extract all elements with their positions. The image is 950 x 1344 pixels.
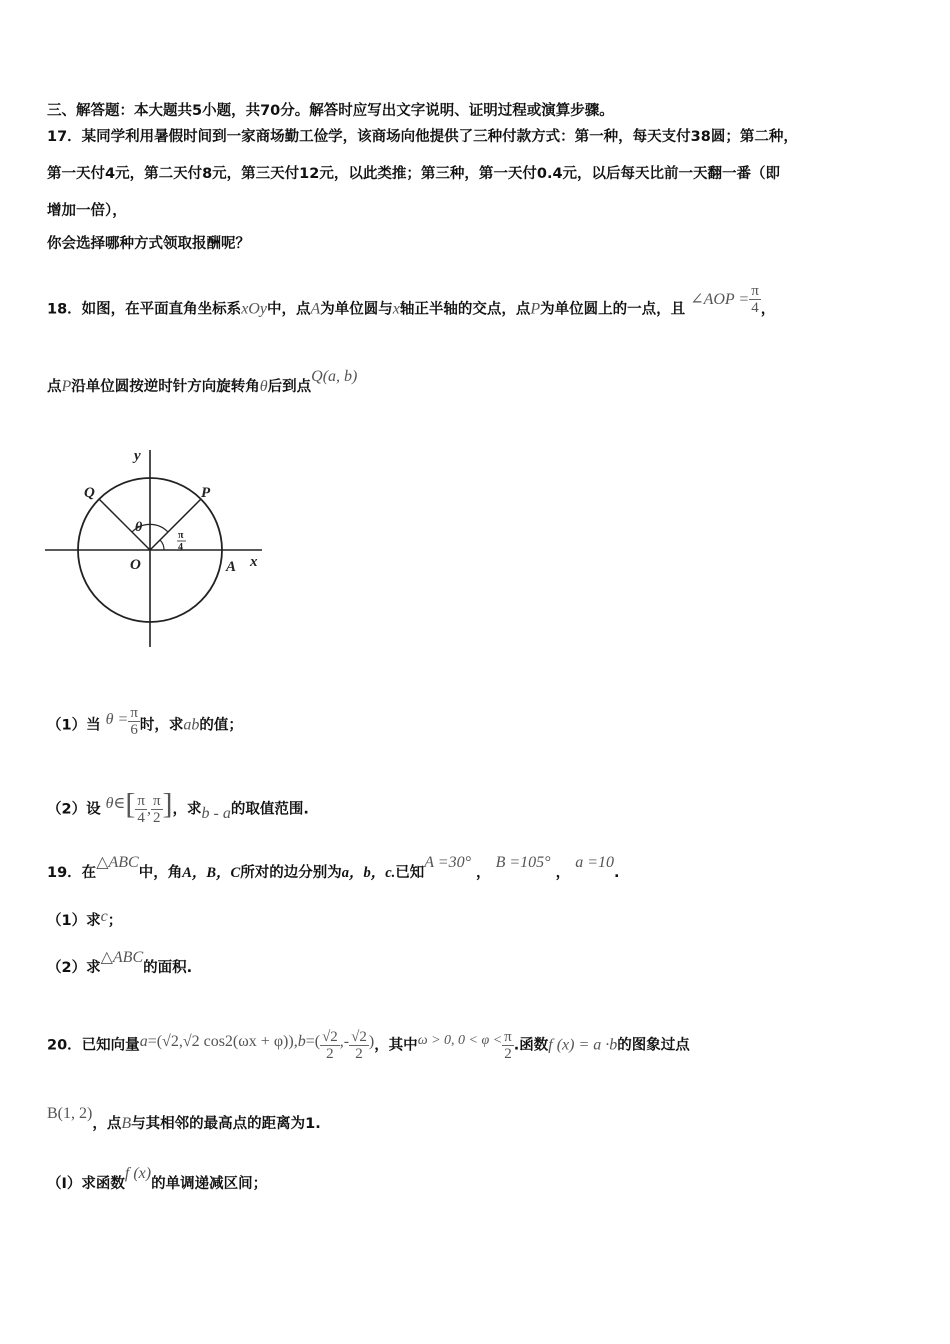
q19-part2-label: （2）求 <box>47 960 101 976</box>
q18-coord-sys: xOy <box>241 300 267 318</box>
q18-part1-frac <box>128 705 140 738</box>
q19-part2-end: 的面积. <box>143 960 193 976</box>
q19-cond3: a =10 <box>575 854 614 871</box>
q18-part2: （2）设 θ∈[ $\frac{\pi}{4}$ , $\frac{\pi}{2}$ ]，求b - a的取值范围. <box>47 787 309 826</box>
q18-part2-frac1 <box>135 793 147 826</box>
ray-oq <box>99 499 150 550</box>
q17-line1: 17．某同学利用暑假时间到一家商场勤工俭学，该商场向他提供了三种付款方式：第一种，每天支付38圆；第二种， <box>47 129 798 145</box>
q18-line2-text2: 后到点 <box>267 379 312 395</box>
q20-line1 <box>47 1029 690 1062</box>
label-4: 4 <box>178 542 183 553</box>
q18-part2-d1: 4 <box>137 810 145 826</box>
q20-cond-den: 2 <box>504 1046 512 1062</box>
q20-text1: ，其中 <box>374 1037 418 1054</box>
q20-cond: ω > 0, 0 < φ < <box>417 1032 503 1048</box>
q20-text3: 的图象过点 <box>617 1037 690 1054</box>
q20-b-n2: √2 <box>351 1029 367 1045</box>
q19-part2-tri: △ABC <box>100 949 144 966</box>
label-x: x <box>250 554 258 570</box>
q18-line2-text: 沿单位圆按逆时针方向旋转角 <box>71 379 260 395</box>
q18-part2-d2: 2 <box>152 810 161 826</box>
q20-b-frac1 <box>320 1029 340 1062</box>
q20-expr-a: =(√2,√2 cos2(ωx + φ)), <box>147 1032 298 1050</box>
q18-part2-n2: π <box>152 793 161 809</box>
q18-part1 <box>47 705 243 742</box>
q18-part1-ab: ab <box>183 716 200 734</box>
q19-sep2: ， <box>555 865 571 881</box>
q18-line1 <box>47 283 776 326</box>
label-y: y <box>134 448 141 464</box>
q19-cond2: B =105° <box>495 854 551 871</box>
q20-b-mid: ,- <box>339 1032 350 1050</box>
q19-line1 <box>47 854 620 883</box>
q20-expr-b-start: =( <box>305 1032 321 1050</box>
q17-line4: 你会选择哪种方式领取报酬呢？ <box>47 236 250 252</box>
q18-point-a: A <box>310 300 321 318</box>
q18-line2 <box>47 368 358 397</box>
q18-angle-expr: ∠AOP = <box>690 290 750 308</box>
q19-part2 <box>47 949 193 978</box>
q18-part2-frac2 <box>151 793 163 826</box>
q18-theta: θ <box>259 378 268 395</box>
q19-part1-var: c <box>100 908 108 925</box>
q20-cond-frac <box>502 1029 514 1062</box>
q18-text-e: ， <box>760 301 776 318</box>
q18-point-q: Q(a, b) <box>311 368 358 385</box>
q19-part1-end: ； <box>107 913 123 929</box>
q19-text1: 中，角 <box>138 865 183 881</box>
q18-part1-label: （1）当 <box>47 717 101 734</box>
q19-text2: A，B，C <box>182 865 241 881</box>
label-q: Q <box>84 485 95 501</box>
q18-text-c: 轴正半轴的交点，点 <box>399 301 531 318</box>
q20-part1-fx: f (x) <box>124 1165 152 1182</box>
q19-cond1: A =30° <box>424 854 471 871</box>
q20-prefix: 20．已知向量 <box>47 1037 140 1054</box>
q18-part2-n1: π <box>137 793 145 809</box>
q20-b-end: ) <box>368 1032 375 1050</box>
q18-line2-prefix: 点 <box>47 379 62 395</box>
q20-vec-b: b <box>297 1032 306 1050</box>
q19-triangle: △ABC <box>96 854 139 871</box>
ray-op <box>150 499 201 550</box>
q18-text-d: 为单位圆上的一点，且 <box>540 301 686 318</box>
label-theta: θ <box>135 520 143 535</box>
q18-part1-end: 的值； <box>199 717 243 734</box>
q18-part2-text: ，求 <box>172 801 202 818</box>
q17-line3: 增加一倍）， <box>47 203 127 219</box>
q18-part2-lbracket: [ <box>125 787 136 821</box>
section-header: 三、解答题：本大题共5小题，共70分。解答时应写出文字说明、证明过程或演算步骤。 <box>47 103 614 119</box>
q18-axis-x: x <box>392 300 400 318</box>
q18-part2-end: 的取值范围. <box>230 801 309 818</box>
q20-text2: .函数 <box>513 1037 549 1054</box>
unit-circle-figure <box>40 440 280 655</box>
q18-part2-expr: b - a <box>201 804 231 822</box>
q20-line2-b2: B <box>121 1115 132 1132</box>
q19-part1-label: （1）求 <box>47 913 101 929</box>
q18-part1-theta: θ = <box>105 710 129 728</box>
q20-vec-a: a <box>139 1032 148 1050</box>
q18-angle-num: π <box>751 283 759 299</box>
label-p: P <box>201 485 211 501</box>
q18-part1-den: 6 <box>130 722 138 738</box>
q20-line2-b: B(1, 2) <box>47 1105 93 1122</box>
label-pi: π <box>178 530 184 541</box>
q18-text-b: 为单位圆与 <box>320 301 393 318</box>
pi4-arc <box>160 540 164 550</box>
q20-cond-num: π <box>504 1029 512 1045</box>
q18-angle-frac <box>749 283 761 316</box>
q18-part2-rbracket: ] <box>162 787 173 821</box>
q19-text5: 已知 <box>395 865 425 881</box>
q19-text3: 所对的边分别为 <box>240 865 342 881</box>
q20-b-frac2 <box>349 1029 369 1062</box>
q20-b-n1: √2 <box>322 1029 338 1045</box>
q18-part2-theta: θ∈ <box>105 794 126 812</box>
q18-prefix: 18．如图，在平面直角坐标系 <box>47 301 242 318</box>
q18-part1-num: π <box>130 705 138 721</box>
q20-func: f (x) = a ·b <box>548 1036 618 1054</box>
q18-point-p: P <box>530 300 541 318</box>
q18-part2-label: （2）设 <box>47 801 101 818</box>
q19-prefix: 19．在 <box>47 865 97 881</box>
q18-angle-den: 4 <box>751 300 759 316</box>
label-a: A <box>226 559 237 575</box>
q18-part1-text: 时，求 <box>139 717 184 734</box>
q19-part1 <box>47 908 123 931</box>
q20-line2 <box>47 1105 321 1134</box>
q20-part1-end: 的单调递减区间； <box>151 1176 268 1192</box>
q19-text4: a，b，c. <box>341 865 396 881</box>
q20-line2-text: ，点 <box>92 1116 122 1132</box>
q20-b-d2: 2 <box>355 1046 363 1062</box>
q19-sep1: ， <box>476 865 491 881</box>
label-o: O <box>130 557 141 573</box>
q18-text-a: 中，点 <box>266 301 311 318</box>
q20-line2-end: 与其相邻的最高点的距离为1. <box>131 1116 321 1132</box>
q20-part1-label: （Ⅰ）求函数 <box>47 1176 125 1192</box>
q19-end: . <box>614 865 620 881</box>
q18-line2-p: P <box>61 378 72 395</box>
q17-line2: 第一天付4元，第二天付8元，第三天付12元，以此类推；第三种，第一天付0.4元，以后每天比前一天翻一番（即 <box>47 166 781 182</box>
q20-part1 <box>47 1165 268 1194</box>
q20-b-d1: 2 <box>326 1046 334 1062</box>
